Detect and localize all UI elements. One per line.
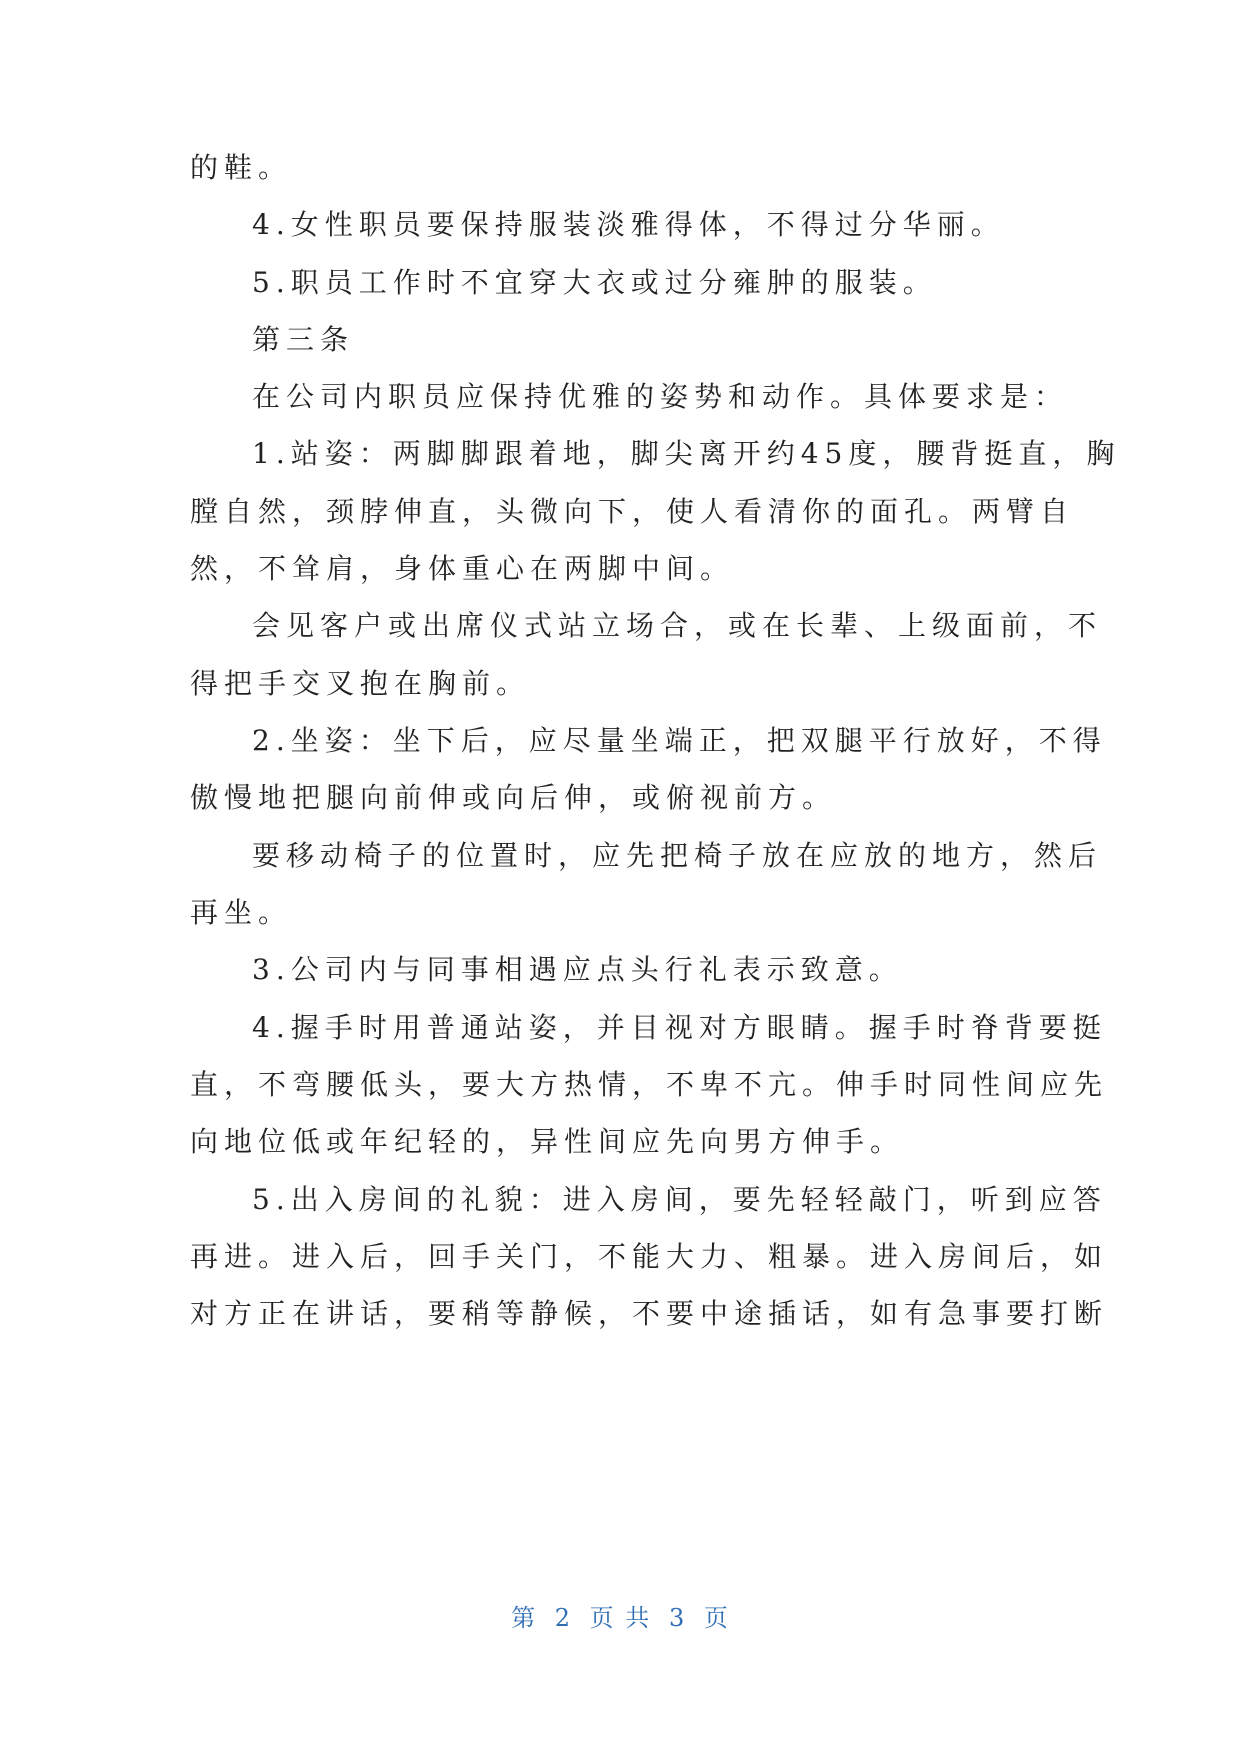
footer-suffix: 页 bbox=[703, 1604, 730, 1632]
text-line: 2.坐姿：坐下后，应尽量坐端正，把双腿平行放好，不得 bbox=[252, 724, 1107, 757]
footer-prefix: 第 bbox=[511, 1604, 538, 1632]
text-line: 4.女性职员要保持服装淡雅得体，不得过分华丽。 bbox=[252, 208, 1005, 241]
text-line: 5.出入房间的礼貌：进入房间，要先轻轻敲门，听到应答 bbox=[252, 1183, 1107, 1216]
text-line: 3.公司内与同事相遇应点头行礼表示致意。 bbox=[252, 953, 903, 986]
text-line: 1.站姿：两脚脚跟着地，脚尖离开约45度，腰背挺直，胸 bbox=[252, 437, 1121, 470]
text-line: 的鞋。 bbox=[190, 151, 293, 184]
text-line: 向地位低或年纪轻的，异性间应先向男方伸手。 bbox=[190, 1125, 905, 1158]
text-line: 再坐。 bbox=[190, 896, 293, 929]
text-line: 4.握手时用普通站姿，并目视对方眼睛。握手时脊背要挺 bbox=[252, 1011, 1107, 1044]
text-line: 得把手交叉抱在胸前。 bbox=[190, 667, 531, 700]
text-line: 然，不耸肩，身体重心在两脚中间。 bbox=[190, 552, 735, 585]
text-line: 直，不弯腰低头，要大方热情，不卑不亢。伸手时同性间应先 bbox=[190, 1068, 1109, 1101]
footer-total-pages: 3 bbox=[668, 1604, 687, 1632]
text-line: 会见客户或出席仪式站立场合，或在长辈、上级面前，不 bbox=[252, 609, 1103, 642]
page-footer bbox=[0, 1598, 1241, 1633]
text-line: 在公司内职员应保持优雅的姿势和动作。具体要求是： bbox=[252, 380, 1069, 413]
text-line: 5.职员工作时不宜穿大衣或过分雍肿的服装。 bbox=[252, 266, 937, 299]
footer-middle: 页 共 bbox=[589, 1604, 652, 1632]
text-line: 要移动椅子的位置时，应先把椅子放在应放的地方，然后 bbox=[252, 839, 1103, 872]
section-heading: 第三条 bbox=[252, 323, 355, 356]
footer-current-page: 2 bbox=[554, 1604, 573, 1632]
text-line: 傲慢地把腿向前伸或向后伸，或俯视前方。 bbox=[190, 781, 837, 814]
text-line: 对方正在讲话，要稍等静候，不要中途插话，如有急事要打断 bbox=[190, 1297, 1109, 1330]
text-line: 膛自然，颈脖伸直，头微向下，使人看清你的面孔。两臂自 bbox=[190, 495, 1075, 528]
text-line: 再进。进入后，回手关门，不能大力、粗暴。进入房间后，如 bbox=[190, 1240, 1109, 1273]
